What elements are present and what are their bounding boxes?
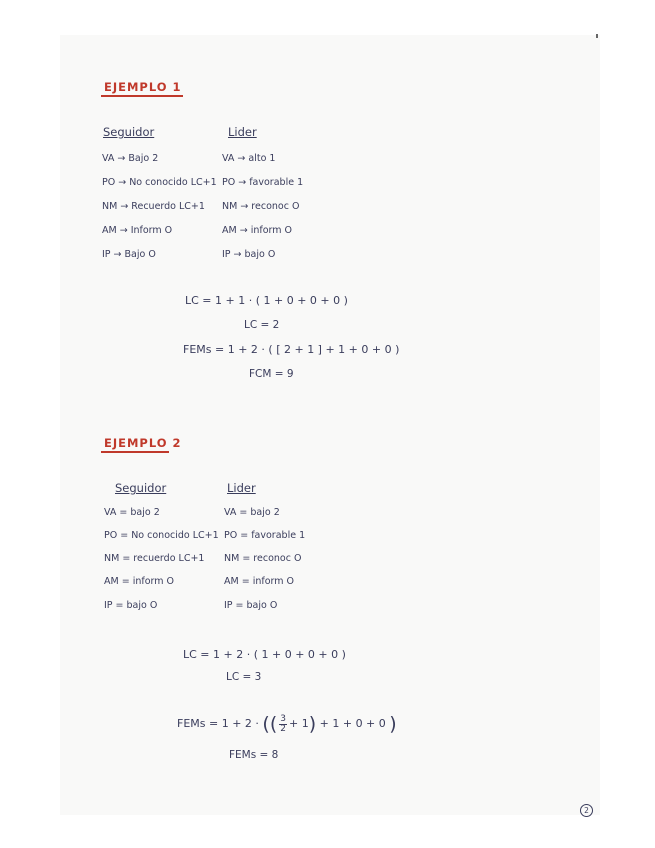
example1-lider-row: PO → favorable 1 xyxy=(222,177,304,188)
example2-fem-prefix: FEMs = 1 + 2 · xyxy=(177,717,259,730)
example1-result-lc: LC = 2 xyxy=(244,319,280,331)
close-paren-inner: ) xyxy=(308,713,317,735)
example1-lider-header: Lider xyxy=(228,125,257,139)
example2-lider-row: VA = bajo 2 xyxy=(224,507,280,518)
example2-lider-header: Lider xyxy=(227,481,256,495)
example2-seguidor-header: Seguidor xyxy=(115,481,167,495)
example2-title-underline xyxy=(101,451,169,453)
example2-seguidor-row: NM = recuerdo LC+1 xyxy=(104,553,205,564)
fraction xyxy=(279,715,287,734)
page-number: 2 xyxy=(580,804,593,817)
corner-mark xyxy=(596,34,598,38)
example2-seguidor-row: IP = bajo O xyxy=(104,600,158,611)
example1-seguidor-row: IP → Bajo O xyxy=(102,249,156,260)
example1-lider-row: IP → bajo O xyxy=(222,249,276,260)
example2-lider-row: PO = favorable 1 xyxy=(224,530,306,541)
example2-lider-row: IP = bajo O xyxy=(224,600,278,611)
example1-equation-lc: LC = 1 + 1 · ( 1 + 0 + 0 + 0 ) xyxy=(185,294,348,307)
open-paren-inner: ( xyxy=(269,713,278,735)
close-paren: ) xyxy=(389,713,397,735)
example1-equation-fem: FEMs = 1 + 2 · ( [ 2 + 1 ] + 1 + 0 + 0 ) xyxy=(183,343,400,356)
example2-lider-row: AM = inform O xyxy=(224,576,295,587)
example2-seguidor-row: AM = inform O xyxy=(104,576,175,587)
example1-seguidor-header: Seguidor xyxy=(103,125,155,139)
example1-lider-row: AM → inform O xyxy=(222,225,293,236)
notebook-page xyxy=(60,35,600,815)
example2-lider-row: NM = reconoc O xyxy=(224,553,302,564)
example1-title: EJEMPLO 1 xyxy=(104,80,182,94)
example1-seguidor-row: VA → Bajo 2 xyxy=(102,153,159,164)
example1-title-underline xyxy=(101,95,183,97)
example2-result-fem: FEMs = 8 xyxy=(229,749,279,761)
example1-seguidor-row: AM → Inform O xyxy=(102,225,173,236)
example2-seguidor-row: PO = No conocido LC+1 xyxy=(104,530,219,541)
example1-result-fem: FCM = 9 xyxy=(249,368,294,380)
example1-lider-row: NM → reconoc O xyxy=(222,201,300,212)
example2-fem-after-fraction: + 1 xyxy=(289,717,309,730)
example2-result-lc: LC = 3 xyxy=(226,671,262,683)
example2-equation-lc: LC = 1 + 2 · ( 1 + 0 + 0 + 0 ) xyxy=(183,648,346,661)
fraction-numerator: 3 xyxy=(280,713,286,724)
fraction-denominator: 2 xyxy=(280,723,286,734)
example1-lider-row: VA → alto 1 xyxy=(222,153,276,164)
open-paren: ( xyxy=(262,713,270,735)
example2-seguidor-row: VA = bajo 2 xyxy=(104,507,160,518)
example2-equation-fem xyxy=(177,713,397,735)
example1-seguidor-row: PO → No conocido LC+1 xyxy=(102,177,217,188)
example1-seguidor-row: NM → Recuerdo LC+1 xyxy=(102,201,205,212)
example2-fem-suffix: + 1 + 0 + 0 xyxy=(319,717,386,730)
example2-title: EJEMPLO 2 xyxy=(104,436,182,450)
